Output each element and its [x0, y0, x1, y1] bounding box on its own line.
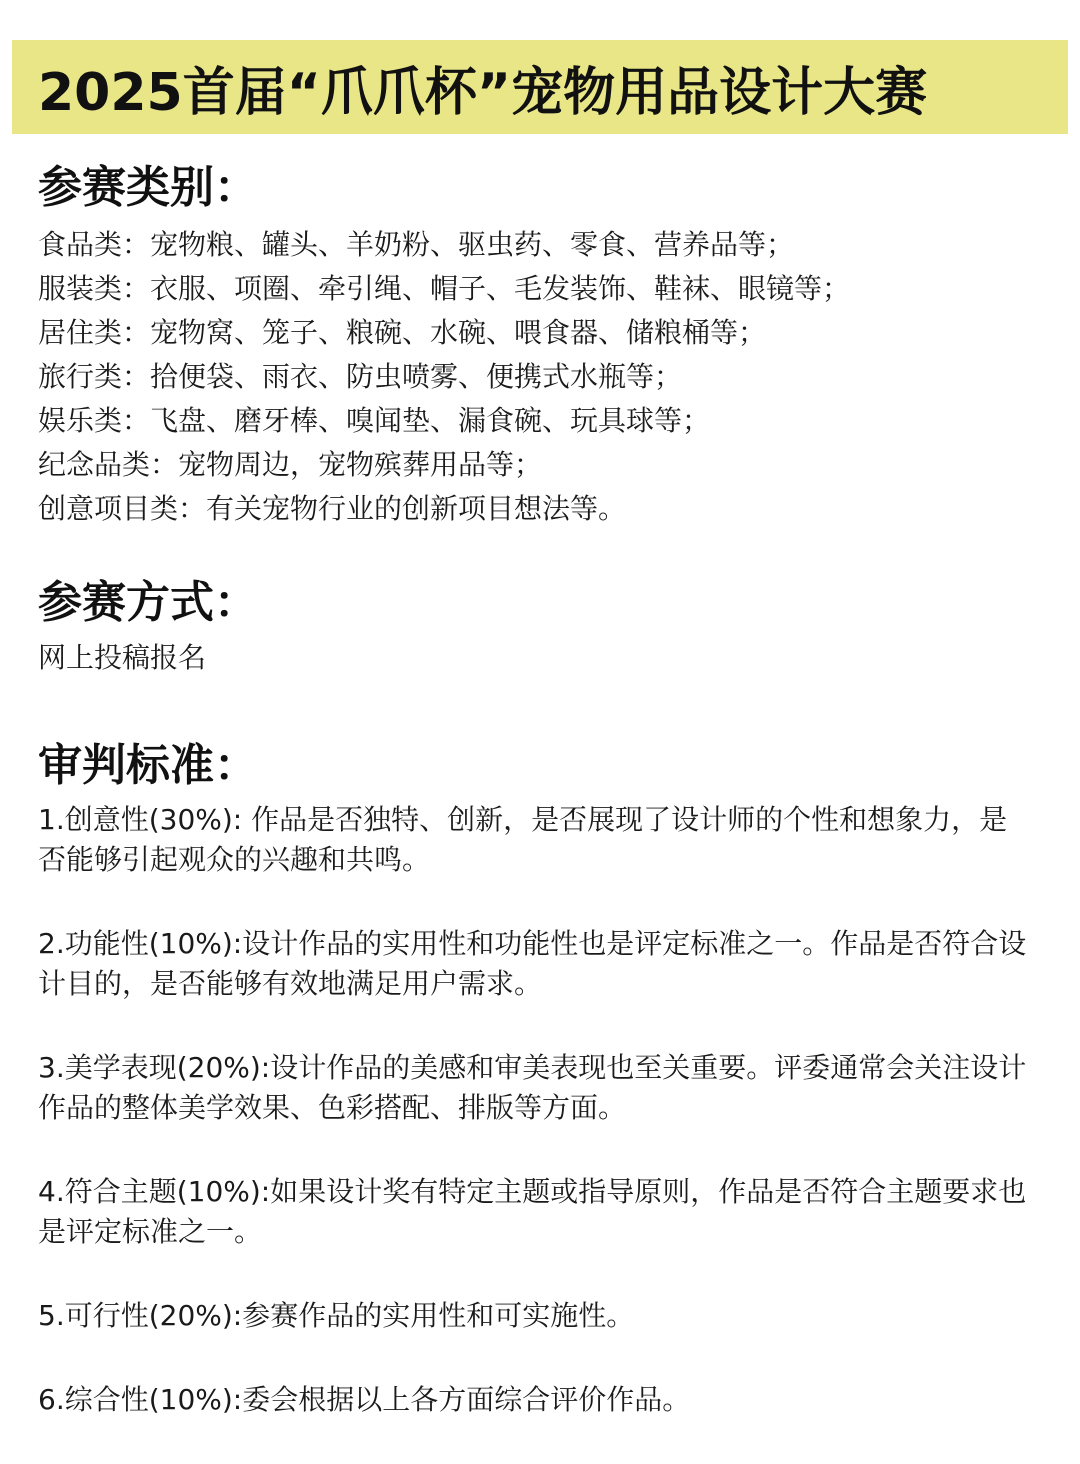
- criterion-line: 否能够引起观众的兴趣和共鸣。: [38, 843, 431, 877]
- method-heading: 参赛方式：: [38, 576, 258, 628]
- criterion-feasibility: [38, 1296, 1068, 1336]
- category-clothing: 服装类：衣服、项圈、牵引绳、帽子、毛发装饰、鞋袜、眼镜等；: [38, 271, 851, 305]
- criterion-comprehensive: [38, 1380, 1068, 1420]
- method-text: 网上投稿报名: [38, 640, 207, 674]
- criterion-functionality: [38, 924, 1068, 1004]
- categories-heading: 参赛类别：: [38, 162, 258, 213]
- criterion-line: 4.符合主题(10%):如果设计奖有特定主题或指导原则，作品是否符合主题要求也: [38, 1175, 1027, 1209]
- category-food: 食品类：宠物粮、罐头、羊奶粉、驱虫药、零食、营养品等；: [38, 227, 795, 261]
- criterion-line: 作品的整体美学效果、色彩搭配、排版等方面。: [38, 1091, 627, 1125]
- page-title: 2025首届“爪爪杯”宠物用品设计大赛: [38, 62, 928, 123]
- criterion-line: 2.功能性(10%):设计作品的实用性和功能性也是评定标准之一。作品是否符合设: [38, 927, 1027, 961]
- categories-list: [38, 223, 1068, 531]
- title-banner: [12, 40, 1068, 134]
- criterion-line: 3.美学表现(20%):设计作品的美感和审美表现也至关重要。评委通常会关注设计: [38, 1051, 1027, 1085]
- criterion-line: 5.可行性(20%):参赛作品的实用性和可实施性。: [38, 1299, 635, 1333]
- criteria-list: [38, 800, 1068, 1420]
- method-section: [38, 577, 1068, 680]
- document-body: [38, 150, 1068, 1464]
- criterion-line: 6.综合性(10%):委会根据以上各方面综合评价作品。: [38, 1383, 691, 1417]
- criterion-aesthetics: [38, 1048, 1068, 1128]
- categories-section: [38, 162, 1068, 531]
- category-entertainment: 娱乐类：飞盘、磨牙棒、嗅闻垫、漏食碗、玩具球等；: [38, 403, 711, 437]
- criteria-section: [38, 740, 1068, 1421]
- method-body: [38, 636, 1068, 680]
- criterion-line: 是评定标准之一。: [38, 1215, 263, 1249]
- criterion-theme: [38, 1172, 1068, 1252]
- category-housing: 居住类：宠物窝、笼子、粮碗、水碗、喂食器、储粮桶等；: [38, 315, 767, 349]
- criterion-line: 1.创意性(30%): 作品是否独特、创新，是否展现了设计师的个性和想象力，是: [38, 803, 1008, 837]
- category-souvenir: 纪念品类：宠物周边，宠物殡葬用品等；: [38, 447, 543, 481]
- criterion-line: 计目的，是否能够有效地满足用户需求。: [38, 967, 543, 1001]
- category-creative-project: 创意项目类：有关宠物行业的创新项目想法等。: [38, 491, 627, 525]
- category-travel: 旅行类：拾便袋、雨衣、防虫喷雾、便携式水瓶等；: [38, 359, 683, 393]
- criterion-creativity: [38, 800, 1068, 880]
- criteria-heading: 审判标准：: [38, 739, 258, 791]
